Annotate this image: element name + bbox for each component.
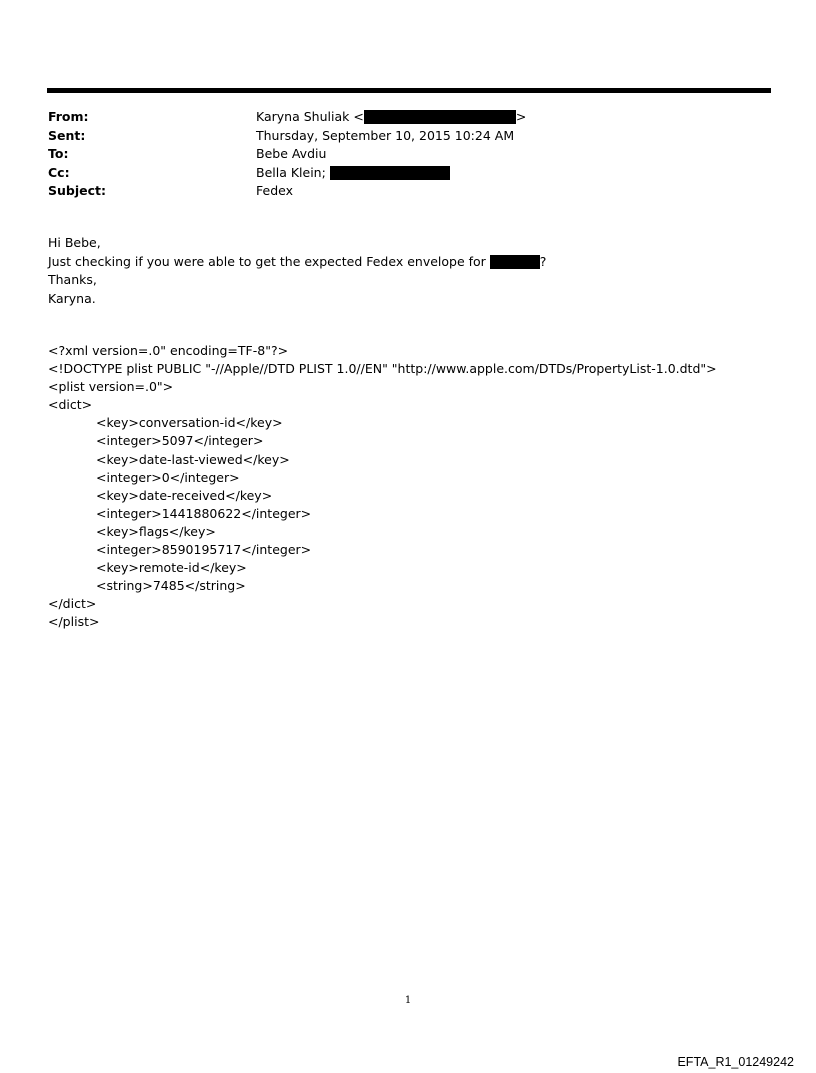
to-label: To: [48, 146, 69, 161]
plist-line: </dict> [48, 596, 97, 612]
plist-dict-line: <key>conversation-id</key> [96, 415, 283, 431]
redaction-box [364, 110, 516, 124]
body-line-end: ? [539, 253, 547, 269]
subject-label: Subject: [48, 183, 106, 198]
plist-dict-line: <integer>0</integer> [96, 469, 240, 485]
from-label: From: [48, 109, 89, 124]
plist-block [48, 342, 717, 632]
plist-dict-line: <integer>1441880622</integer> [96, 505, 312, 521]
plist-dict-line: <key>date-received</key> [96, 487, 273, 503]
plist-dict-line: <integer>5097</integer> [96, 433, 264, 449]
plist-line: <?xml version=.0" encoding=TF-8"?> [48, 343, 289, 358]
from-name: Karyna Shuliak < [256, 109, 364, 124]
redaction-box [330, 166, 450, 180]
plist-line: </plist> [48, 614, 100, 630]
header-rule [47, 88, 771, 93]
body-line [48, 253, 546, 272]
body-line-text: Just checking if you were able to get the expected Fedex envelope for [48, 253, 490, 269]
from-close: > [515, 109, 527, 124]
plist-dict-line: <key>date-last-viewed</key> [96, 451, 290, 467]
plist-dict-line: <integer>8590195717</integer> [96, 542, 312, 558]
signature: Karyna. [48, 290, 96, 306]
redaction-box [490, 255, 540, 269]
sent-label: Sent: [48, 127, 86, 143]
sent-value: Thursday, September 10, 2015 10:24 AM [256, 127, 515, 143]
page-number: 1 [404, 995, 412, 1006]
subject-value: Fedex [256, 183, 293, 198]
from-value [256, 108, 526, 127]
greeting: Hi Bebe, [48, 235, 101, 250]
plist-dict-line: <string>7485</string> [96, 578, 246, 594]
to-value: Bebe Avdiu [256, 146, 327, 161]
plist-dict-line: <key>remote-id</key> [96, 560, 247, 576]
cc-name: Bella Klein; [256, 164, 326, 180]
thanks-line: Thanks, [48, 272, 97, 287]
to-row [48, 145, 526, 164]
cc-row [48, 164, 526, 183]
email-header [48, 108, 526, 201]
cc-label: Cc: [48, 164, 70, 180]
document-id: EFTA_R1_01249242 [677, 1055, 794, 1069]
plist-line: <plist version=.0"> [48, 379, 174, 395]
sent-row [48, 127, 526, 146]
plist-line: <!DOCTYPE plist PUBLIC "-//Apple//DTD PLIST 1.0//EN" "http://www.apple.com/DTDs/PropertyList-1.0.dtd"> [48, 361, 717, 377]
from-row [48, 108, 526, 127]
plist-line: <dict> [48, 397, 93, 413]
email-body [48, 234, 546, 308]
plist-dict-line: <key>flags</key> [96, 523, 216, 539]
subject-row [48, 182, 526, 201]
cc-value [256, 164, 450, 183]
